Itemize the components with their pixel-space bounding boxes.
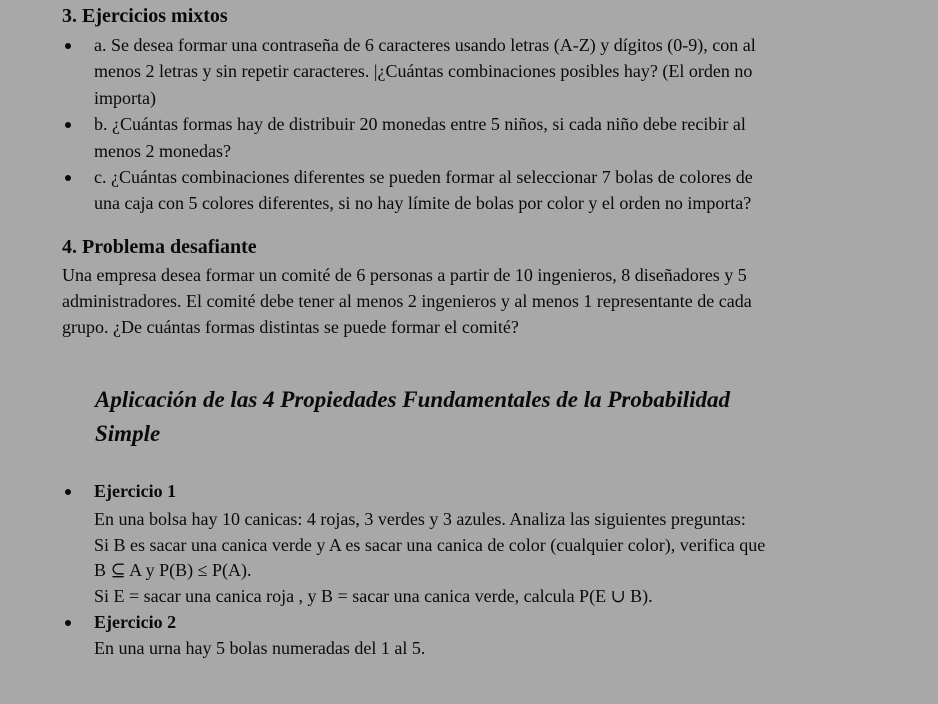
bullet-icon bbox=[65, 620, 71, 626]
paragraph-line: administradores. El comité debe tener al menos 2 ingenieros y al menos 1 representante de cada bbox=[62, 291, 752, 311]
bullet-icon bbox=[65, 43, 71, 49]
item-a-line: importa) bbox=[94, 88, 156, 108]
bullet-icon bbox=[65, 489, 71, 495]
exercise-2-line: En una urna hay 5 bolas numeradas del 1 al 5. bbox=[94, 638, 426, 658]
bullet-icon bbox=[65, 175, 71, 181]
item-b-line: b. ¿Cuántas formas hay de distribuir 20 monedas entre 5 niños, si cada niño debe recibir al bbox=[94, 114, 746, 134]
exercise-1-line: B ⊆ A y P(B) ≤ P(A). bbox=[94, 560, 252, 580]
exercise-1-line: Si E = sacar una canica roja , y B = sacar una canica verde, calcula P(E ∪ B). bbox=[94, 586, 653, 606]
item-a-line: a. Se desea formar una contraseña de 6 caracteres usando letras (A-Z) y dígitos (0-9), con al bbox=[94, 35, 756, 55]
item-c-line: una caja con 5 colores diferentes, si no hay límite de bolas por color y el orden no importa? bbox=[94, 193, 752, 213]
item-c-line: c. ¿Cuántas combinaciones diferentes se pueden formar al seleccionar 7 bolas de colores de bbox=[94, 167, 753, 187]
application-title: Aplicación de las 4 Propiedades Fundamentales de la Probabilidad bbox=[95, 387, 731, 412]
item-b-line: menos 2 monedas? bbox=[94, 141, 231, 161]
application-title: Simple bbox=[95, 421, 161, 446]
item-a-line: menos 2 letras y sin repetir caracteres. |¿Cuántas combinaciones posibles hay? (El orden no bbox=[94, 61, 753, 81]
paragraph-line: Una empresa desea formar un comité de 6 personas a partir de 10 ingenieros, 8 diseñadores y 5 bbox=[62, 265, 747, 285]
paragraph-line: grupo. ¿De cuántas formas distintas se puede formar el comité? bbox=[62, 317, 519, 337]
bullet-icon bbox=[65, 122, 71, 128]
exercise-2-title: Ejercicio 2 bbox=[94, 612, 177, 632]
exercise-1-line: Si B es sacar una canica verde y A es sacar una canica de color (cualquier color), verifica que bbox=[94, 535, 766, 555]
exercise-1-title: Ejercicio 1 bbox=[94, 481, 177, 501]
exercise-1-line: En una bolsa hay 10 canicas: 4 rojas, 3 verdes y 3 azules. Analiza las siguientes preguntas: bbox=[94, 509, 746, 529]
section-3-title: 3. Ejercicios mixtos bbox=[62, 5, 228, 27]
section-4-title: 4. Problema desafiante bbox=[62, 236, 257, 258]
